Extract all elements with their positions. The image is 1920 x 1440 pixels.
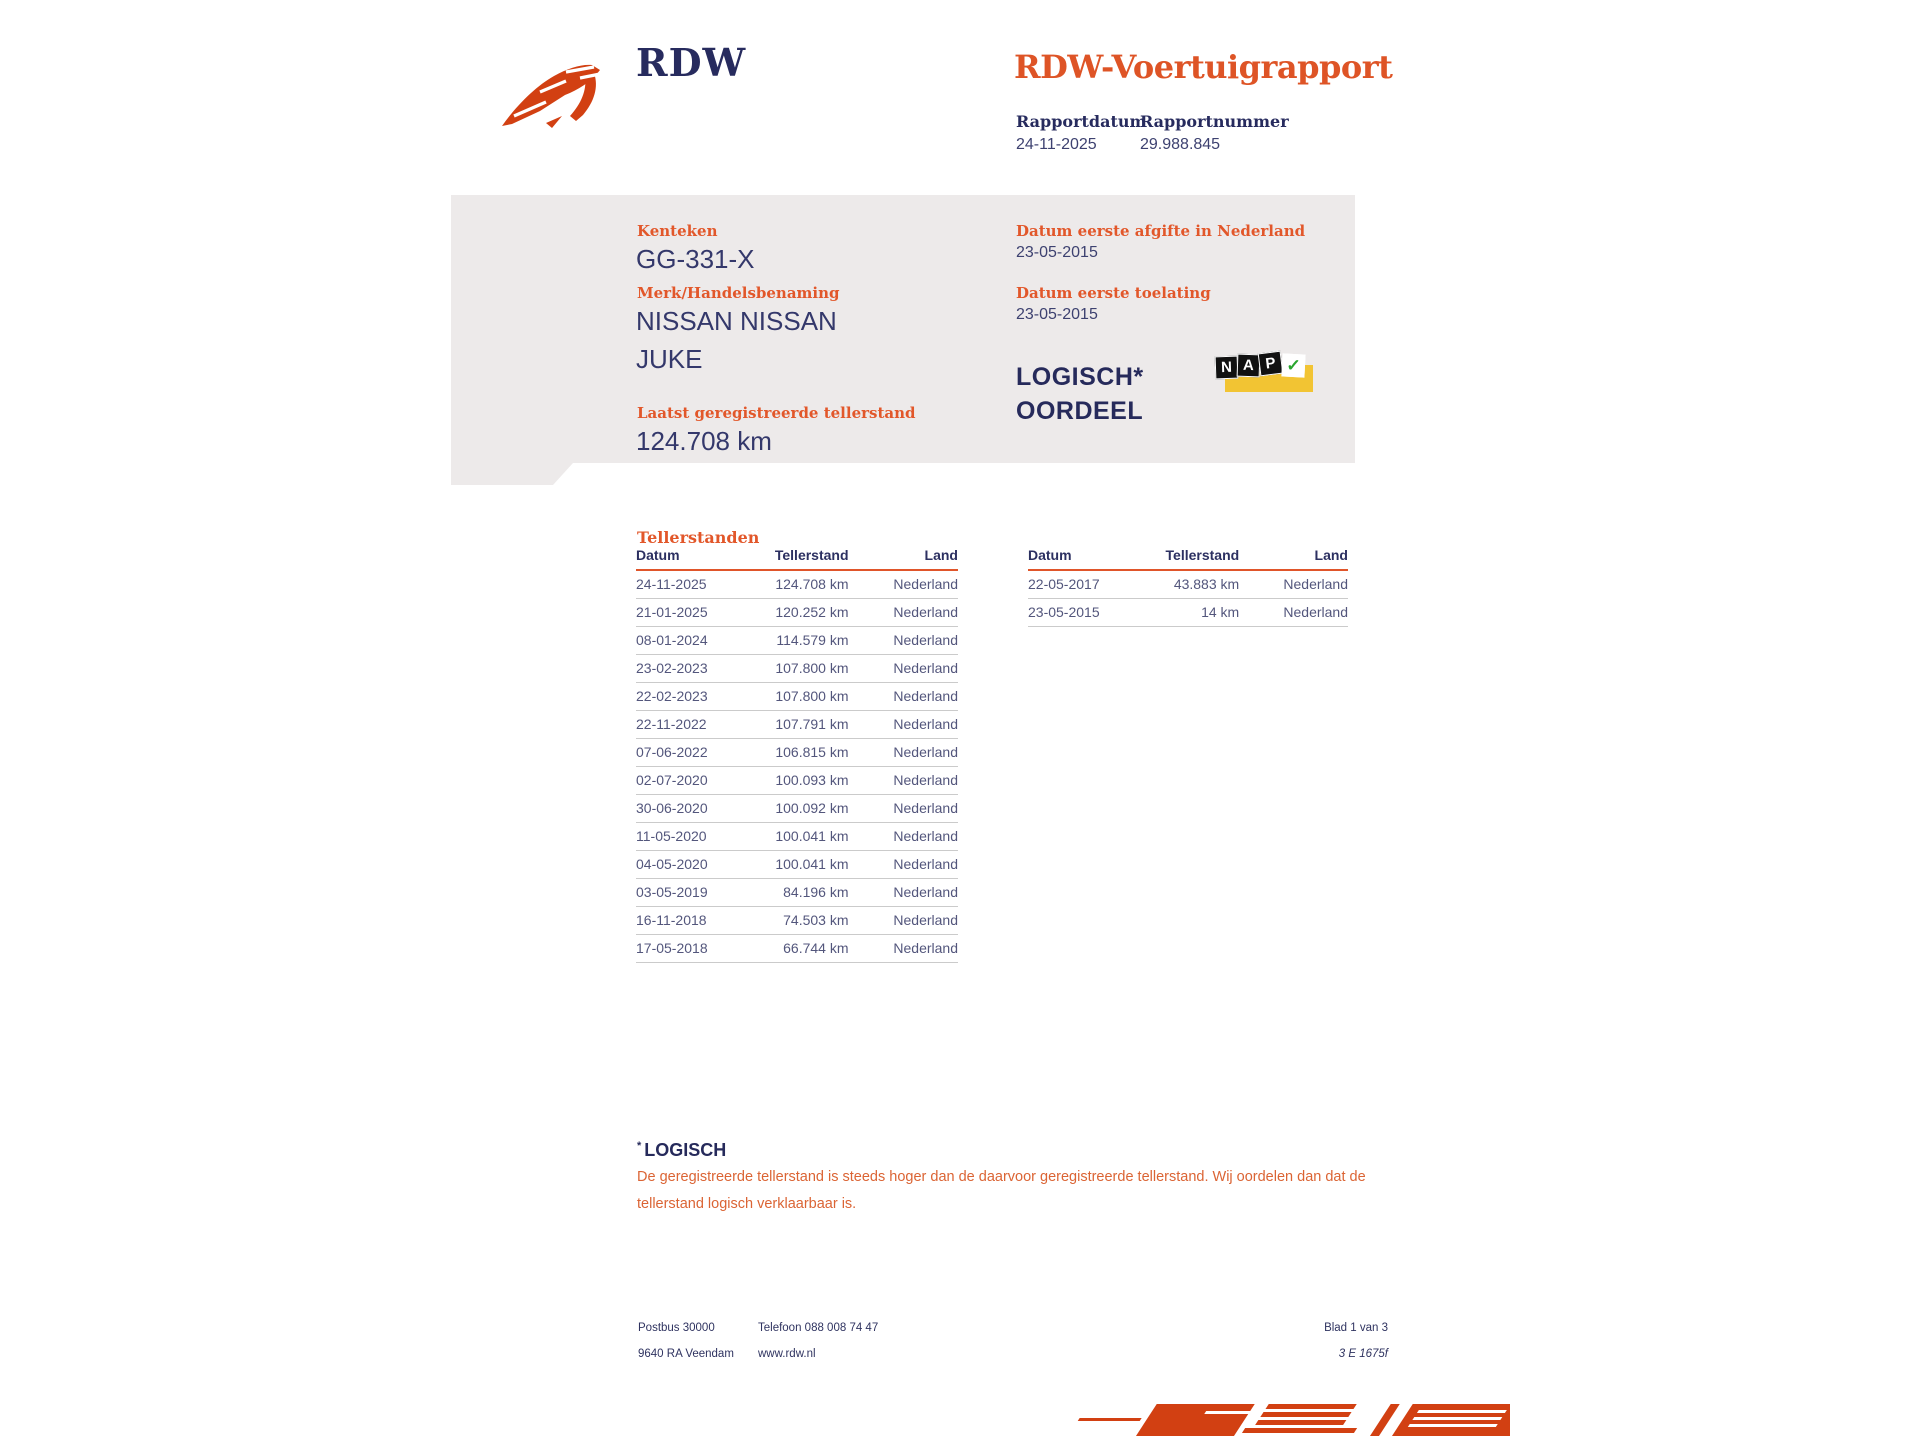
cell-datum: 23-02-2023: [636, 654, 765, 682]
table-header-row: [636, 547, 958, 570]
speed-stripes-graphic: [1040, 1399, 1510, 1440]
col-header-tellerstand: Tellerstand: [1156, 547, 1239, 570]
cell-tellerstand: 100.041 km: [765, 850, 849, 878]
table-row: [636, 738, 958, 766]
footer-form-code: 3 E 1675f: [1338, 1348, 1388, 1360]
cell-datum: 22-11-2022: [636, 710, 765, 738]
nap-letter-n: N: [1215, 356, 1239, 380]
afgifte-value: 23-05-2015: [1016, 244, 1098, 261]
table-row: [636, 934, 958, 962]
footer-website: www.rdw.nl: [758, 1348, 816, 1360]
table-row: [636, 878, 958, 906]
logisch-note-title: [637, 1140, 726, 1161]
cell-tellerstand: 114.579 km: [765, 626, 849, 654]
table-row: [636, 570, 958, 598]
cell-datum: 23-05-2015: [1028, 598, 1156, 626]
cell-tellerstand: 106.815 km: [765, 738, 849, 766]
cell-tellerstand: 124.708 km: [765, 570, 849, 598]
cell-datum: 04-05-2020: [636, 850, 765, 878]
logisch-title-text: LOGISCH: [644, 1140, 727, 1160]
tellerstanden-section-title: Tellerstanden: [637, 528, 760, 547]
cell-land: Nederland: [849, 822, 958, 850]
toelating-value: 23-05-2015: [1016, 306, 1098, 323]
merk-label: Merk/Handelsbenaming: [637, 284, 840, 302]
logisch-asterisk: *: [637, 1140, 642, 1152]
kenteken-value: GG-331-X: [636, 244, 755, 274]
afgifte-label: Datum eerste afgifte in Nederland: [1016, 222, 1306, 240]
cell-datum: 21-01-2025: [636, 598, 765, 626]
cell-land: Nederland: [849, 794, 958, 822]
cell-tellerstand: 100.092 km: [765, 794, 849, 822]
cell-datum: 02-07-2020: [636, 766, 765, 794]
cell-tellerstand: 107.791 km: [765, 710, 849, 738]
cell-tellerstand: 14 km: [1156, 598, 1239, 626]
cell-datum: 07-06-2022: [636, 738, 765, 766]
cell-tellerstand: 84.196 km: [765, 878, 849, 906]
oordeel-text: [1016, 360, 1144, 428]
cell-land: Nederland: [849, 934, 958, 962]
brand-wordmark: RDW: [636, 40, 747, 85]
report-number-label: Rapportnummer: [1140, 112, 1289, 131]
nap-check-icon: ✓: [1281, 353, 1305, 377]
report-date-label: Rapportdatum: [1016, 112, 1147, 131]
report-date-value: 24-11-2025: [1016, 136, 1097, 153]
footer-page-indicator: Blad 1 van 3: [1324, 1322, 1388, 1334]
table-row: [636, 766, 958, 794]
footer-address-line1: Postbus 30000: [638, 1322, 715, 1334]
cell-land: Nederland: [849, 738, 958, 766]
cell-land: Nederland: [849, 850, 958, 878]
cell-datum: 03-05-2019: [636, 878, 765, 906]
table-row: [636, 598, 958, 626]
toelating-label: Datum eerste toelating: [1016, 284, 1211, 302]
cell-land: Nederland: [849, 626, 958, 654]
cell-tellerstand: 120.252 km: [765, 598, 849, 626]
cell-land: Nederland: [849, 598, 958, 626]
table-row: [636, 850, 958, 878]
table-row: [636, 710, 958, 738]
cell-tellerstand: 107.800 km: [765, 682, 849, 710]
cell-land: Nederland: [849, 906, 958, 934]
cell-datum: 11-05-2020: [636, 822, 765, 850]
report-date-block: [1016, 112, 1146, 154]
col-header-datum: Datum: [636, 547, 765, 570]
cell-datum: 17-05-2018: [636, 934, 765, 962]
col-header-tellerstand: Tellerstand: [765, 547, 849, 570]
table-header-row: [1028, 547, 1348, 570]
laatste-tellerstand-value: 124.708 km: [636, 426, 772, 456]
table-row: [636, 682, 958, 710]
logisch-note-body: De geregistreerde tellerstand is steeds hoger dan de daarvoor geregistreerde tellerstand. Wij oordelen dan dat de tellerstand logisch verklaarbaar is.: [637, 1169, 1366, 1212]
nap-letter-p: P: [1258, 351, 1284, 377]
table-row: [636, 626, 958, 654]
oordeel-line2: OORDEEL: [1016, 397, 1144, 425]
cell-datum: 22-05-2017: [1028, 570, 1156, 598]
col-header-land: Land: [1239, 547, 1348, 570]
cell-tellerstand: 74.503 km: [765, 906, 849, 934]
cell-datum: 22-02-2023: [636, 682, 765, 710]
table-row: [636, 794, 958, 822]
cell-land: Nederland: [849, 766, 958, 794]
table-row: [1028, 598, 1348, 626]
table-row: [636, 822, 958, 850]
cell-land: Nederland: [849, 682, 958, 710]
cell-land: Nederland: [849, 570, 958, 598]
laatste-tellerstand-label: Laatst geregistreerde tellerstand: [637, 404, 916, 422]
kenteken-label: Kenteken: [637, 222, 718, 240]
cell-land: Nederland: [849, 710, 958, 738]
footer-address-line2: 9640 RA Veendam: [638, 1348, 734, 1360]
vehicle-summary-panel-tail: [451, 463, 573, 485]
cell-tellerstand: 100.041 km: [765, 822, 849, 850]
nap-logo: [1215, 352, 1315, 394]
footer-phone: Telefoon 088 008 74 47: [758, 1322, 879, 1334]
cell-datum: 08-01-2024: [636, 626, 765, 654]
cell-land: Nederland: [849, 878, 958, 906]
cell-datum: 30-06-2020: [636, 794, 765, 822]
col-header-datum: Datum: [1028, 547, 1156, 570]
cell-datum: 16-11-2018: [636, 906, 765, 934]
cell-land: Nederland: [1239, 570, 1348, 598]
table-row: [636, 654, 958, 682]
tellerstanden-table-1: [636, 547, 958, 963]
cell-datum: 24-11-2025: [636, 570, 765, 598]
cell-land: Nederland: [1239, 598, 1348, 626]
report-number-block: [1140, 112, 1289, 154]
cell-tellerstand: 66.744 km: [765, 934, 849, 962]
nap-letter-a: A: [1237, 354, 1261, 378]
table-row: [1028, 570, 1348, 598]
col-header-land: Land: [849, 547, 958, 570]
oordeel-line1: LOGISCH*: [1016, 363, 1144, 391]
document-title: RDW-Voertuigrapport: [1014, 48, 1393, 86]
merk-value: NISSAN NISSAN JUKE: [636, 306, 837, 374]
cell-land: Nederland: [849, 654, 958, 682]
cell-tellerstand: 100.093 km: [765, 766, 849, 794]
report-number-value: 29.988.845: [1140, 136, 1221, 153]
table-row: [636, 906, 958, 934]
cell-tellerstand: 107.800 km: [765, 654, 849, 682]
rdw-logo-icon: [496, 50, 622, 132]
tellerstanden-table-2: [1028, 547, 1348, 627]
cell-tellerstand: 43.883 km: [1156, 570, 1239, 598]
